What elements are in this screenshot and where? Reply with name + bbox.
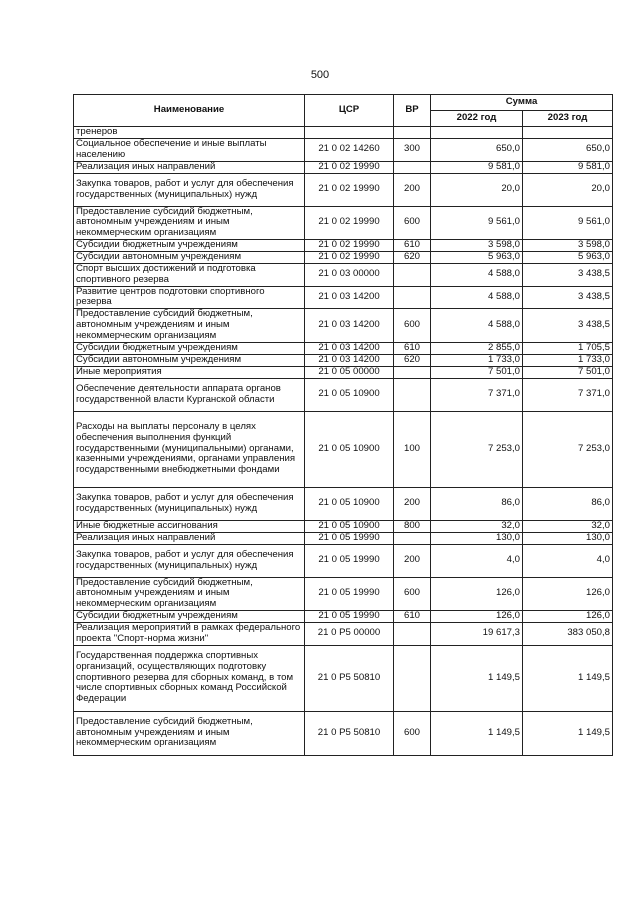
row-sum-2022-cell: 126,0 bbox=[431, 610, 523, 622]
row-vr-cell: 620 bbox=[394, 251, 431, 263]
row-name-cell: Субсидии автономным учреждениям bbox=[74, 251, 305, 263]
row-vr-cell: 200 bbox=[394, 487, 431, 520]
row-vr-cell bbox=[394, 366, 431, 378]
table-row bbox=[74, 161, 613, 173]
row-sum-2023-cell: 126,0 bbox=[523, 610, 613, 622]
row-name-cell: Обеспечение деятельности аппарата органов государственной власти Курганской области bbox=[74, 378, 305, 411]
row-sum-2023-cell: 32,0 bbox=[523, 520, 613, 532]
row-vr-cell: 600 bbox=[394, 577, 431, 610]
row-sum-2022-cell: 2 855,0 bbox=[431, 342, 523, 354]
row-vr-cell bbox=[394, 378, 431, 411]
row-sum-2022-cell: 7 371,0 bbox=[431, 378, 523, 411]
row-sum-2022-cell: 9 581,0 bbox=[431, 161, 523, 173]
row-sum-2022-cell bbox=[431, 127, 523, 139]
row-vr-cell bbox=[394, 263, 431, 286]
row-sum-2022-cell: 32,0 bbox=[431, 520, 523, 532]
row-csr-cell: 21 0 05 10900 bbox=[305, 520, 394, 532]
header-year-2023: 2023 год bbox=[523, 111, 613, 127]
row-sum-2023-cell: 1 149,5 bbox=[523, 645, 613, 711]
row-sum-2023-cell: 1 733,0 bbox=[523, 354, 613, 366]
row-sum-2023-cell: 3 598,0 bbox=[523, 239, 613, 251]
row-sum-2022-cell: 5 963,0 bbox=[431, 251, 523, 263]
header-name: Наименование bbox=[74, 95, 305, 127]
row-vr-cell: 610 bbox=[394, 342, 431, 354]
row-vr-cell: 600 bbox=[394, 309, 431, 342]
table-row bbox=[74, 139, 613, 162]
row-sum-2023-cell: 5 963,0 bbox=[523, 251, 613, 263]
row-name-cell: Социальное обеспечение и иные выплаты населению bbox=[74, 139, 305, 162]
row-csr-cell bbox=[305, 127, 394, 139]
header-vr: ВР bbox=[394, 95, 431, 127]
row-vr-cell: 100 bbox=[394, 411, 431, 487]
header-year-2022: 2022 год bbox=[431, 111, 523, 127]
row-sum-2023-cell: 86,0 bbox=[523, 487, 613, 520]
row-sum-2023-cell: 7 253,0 bbox=[523, 411, 613, 487]
row-name-cell: Предоставление субсидий бюджетным, автономным учреждениям и иным некоммерческим организациям bbox=[74, 206, 305, 239]
row-name-cell: Закупка товаров, работ и услуг для обеспечения государственных (муниципальных) нужд bbox=[74, 544, 305, 577]
row-sum-2022-cell: 19 617,3 bbox=[431, 622, 523, 645]
row-sum-2022-cell: 1 149,5 bbox=[431, 645, 523, 711]
row-sum-2023-cell: 650,0 bbox=[523, 139, 613, 162]
table-row bbox=[74, 532, 613, 544]
header-csr: ЦСР bbox=[305, 95, 394, 127]
row-name-cell: Закупка товаров, работ и услуг для обеспечения государственных (муниципальных) нужд bbox=[74, 487, 305, 520]
row-vr-cell bbox=[394, 532, 431, 544]
row-csr-cell: 21 0 03 14200 bbox=[305, 342, 394, 354]
row-csr-cell: 21 0 05 10900 bbox=[305, 378, 394, 411]
row-sum-2022-cell: 4 588,0 bbox=[431, 263, 523, 286]
row-sum-2022-cell: 3 598,0 bbox=[431, 239, 523, 251]
row-name-cell: Субсидии автономным учреждениям bbox=[74, 354, 305, 366]
table-row bbox=[74, 206, 613, 239]
row-sum-2023-cell: 7 371,0 bbox=[523, 378, 613, 411]
row-sum-2023-cell: 3 438,5 bbox=[523, 286, 613, 309]
row-name-cell: Предоставление субсидий бюджетным, автономным учреждениям и иным некоммерческим организациям bbox=[74, 309, 305, 342]
row-csr-cell: 21 0 02 19990 bbox=[305, 239, 394, 251]
row-name-cell: Реализация мероприятий в рамках федерального проекта "Спорт-норма жизни" bbox=[74, 622, 305, 645]
row-sum-2022-cell: 4,0 bbox=[431, 544, 523, 577]
row-vr-cell bbox=[394, 286, 431, 309]
table-body bbox=[74, 127, 613, 756]
row-vr-cell: 610 bbox=[394, 239, 431, 251]
table-row bbox=[74, 239, 613, 251]
row-csr-cell: 21 0 05 19990 bbox=[305, 544, 394, 577]
row-sum-2022-cell: 7 501,0 bbox=[431, 366, 523, 378]
row-name-cell: Реализация иных направлений bbox=[74, 532, 305, 544]
row-sum-2023-cell: 1 149,5 bbox=[523, 711, 613, 755]
page-number: 500 bbox=[310, 69, 330, 81]
row-sum-2022-cell: 650,0 bbox=[431, 139, 523, 162]
table-row bbox=[74, 251, 613, 263]
row-vr-cell: 620 bbox=[394, 354, 431, 366]
row-vr-cell: 600 bbox=[394, 711, 431, 755]
row-name-cell: Государственная поддержка спортивных организаций, осуществляющих подготовку спортивного резерва для сборных команд, в том числе спортивных сборных команд Российской Федерации bbox=[74, 645, 305, 711]
row-csr-cell: 21 0 05 00000 bbox=[305, 366, 394, 378]
table-row bbox=[74, 577, 613, 610]
table-header bbox=[74, 95, 613, 127]
row-csr-cell: 21 0 03 00000 bbox=[305, 263, 394, 286]
row-csr-cell: 21 0 02 19990 bbox=[305, 206, 394, 239]
row-csr-cell: 21 0 02 19990 bbox=[305, 251, 394, 263]
row-sum-2023-cell: 9 581,0 bbox=[523, 161, 613, 173]
row-csr-cell: 21 0 02 14260 bbox=[305, 139, 394, 162]
row-sum-2022-cell: 7 253,0 bbox=[431, 411, 523, 487]
table-row bbox=[74, 544, 613, 577]
row-vr-cell: 300 bbox=[394, 139, 431, 162]
row-csr-cell: 21 0 P5 50810 bbox=[305, 645, 394, 711]
header-sum: Сумма bbox=[431, 95, 613, 111]
row-sum-2022-cell: 126,0 bbox=[431, 577, 523, 610]
row-csr-cell: 21 0 03 14200 bbox=[305, 286, 394, 309]
row-name-cell: Субсидии бюджетным учреждениям bbox=[74, 342, 305, 354]
row-name-cell: Закупка товаров, работ и услуг для обеспечения государственных (муниципальных) нужд bbox=[74, 173, 305, 206]
table-row bbox=[74, 645, 613, 711]
row-vr-cell: 200 bbox=[394, 173, 431, 206]
row-sum-2023-cell: 9 561,0 bbox=[523, 206, 613, 239]
row-vr-cell bbox=[394, 161, 431, 173]
row-name-cell: Расходы на выплаты персоналу в целях обеспечения выполнения функций государственными (муниципальными) органами, казенными учреждениями, органами управления государственными внебюджетными фондами bbox=[74, 411, 305, 487]
row-name-cell: Субсидии бюджетным учреждениям bbox=[74, 610, 305, 622]
row-name-cell: Иные мероприятия bbox=[74, 366, 305, 378]
row-csr-cell: 21 0 03 14200 bbox=[305, 309, 394, 342]
row-name-cell: Предоставление субсидий бюджетным, автономным учреждениям и иным некоммерческим организациям bbox=[74, 577, 305, 610]
row-vr-cell bbox=[394, 127, 431, 139]
row-sum-2023-cell: 1 705,5 bbox=[523, 342, 613, 354]
row-vr-cell: 600 bbox=[394, 206, 431, 239]
row-vr-cell: 610 bbox=[394, 610, 431, 622]
table-row bbox=[74, 354, 613, 366]
row-sum-2023-cell: 383 050,8 bbox=[523, 622, 613, 645]
table-row bbox=[74, 520, 613, 532]
row-sum-2023-cell: 130,0 bbox=[523, 532, 613, 544]
row-sum-2022-cell: 1 733,0 bbox=[431, 354, 523, 366]
row-sum-2022-cell: 4 588,0 bbox=[431, 286, 523, 309]
row-sum-2022-cell: 9 561,0 bbox=[431, 206, 523, 239]
table-row bbox=[74, 711, 613, 755]
row-vr-cell: 200 bbox=[394, 544, 431, 577]
row-csr-cell: 21 0 05 19990 bbox=[305, 610, 394, 622]
table-row bbox=[74, 378, 613, 411]
table-row bbox=[74, 487, 613, 520]
row-name-cell: Развитие центров подготовки спортивного резерва bbox=[74, 286, 305, 309]
row-sum-2023-cell: 7 501,0 bbox=[523, 366, 613, 378]
table-row bbox=[74, 309, 613, 342]
row-csr-cell: 21 0 P5 00000 bbox=[305, 622, 394, 645]
row-sum-2023-cell: 4,0 bbox=[523, 544, 613, 577]
row-sum-2023-cell: 126,0 bbox=[523, 577, 613, 610]
row-sum-2023-cell bbox=[523, 127, 613, 139]
row-sum-2022-cell: 20,0 bbox=[431, 173, 523, 206]
row-sum-2023-cell: 3 438,5 bbox=[523, 309, 613, 342]
row-name-cell: Спорт высших достижений и подготовка спортивного резерва bbox=[74, 263, 305, 286]
row-vr-cell: 800 bbox=[394, 520, 431, 532]
row-sum-2023-cell: 20,0 bbox=[523, 173, 613, 206]
table-row bbox=[74, 263, 613, 286]
row-vr-cell bbox=[394, 645, 431, 711]
table-row bbox=[74, 411, 613, 487]
table-row bbox=[74, 622, 613, 645]
row-csr-cell: 21 0 05 19990 bbox=[305, 577, 394, 610]
row-sum-2022-cell: 1 149,5 bbox=[431, 711, 523, 755]
row-name-cell: тренеров bbox=[74, 127, 305, 139]
row-sum-2022-cell: 4 588,0 bbox=[431, 309, 523, 342]
row-csr-cell: 21 0 03 14200 bbox=[305, 354, 394, 366]
row-vr-cell bbox=[394, 622, 431, 645]
row-name-cell: Реализация иных направлений bbox=[74, 161, 305, 173]
row-name-cell: Иные бюджетные ассигнования bbox=[74, 520, 305, 532]
table-row bbox=[74, 173, 613, 206]
row-sum-2022-cell: 86,0 bbox=[431, 487, 523, 520]
row-name-cell: Субсидии бюджетным учреждениям bbox=[74, 239, 305, 251]
table-row bbox=[74, 366, 613, 378]
row-csr-cell: 21 0 05 10900 bbox=[305, 411, 394, 487]
table-row bbox=[74, 342, 613, 354]
row-sum-2023-cell: 3 438,5 bbox=[523, 263, 613, 286]
row-csr-cell: 21 0 05 10900 bbox=[305, 487, 394, 520]
row-name-cell: Предоставление субсидий бюджетным, автономным учреждениям и иным некоммерческим организациям bbox=[74, 711, 305, 755]
budget-table bbox=[73, 94, 613, 756]
row-sum-2022-cell: 130,0 bbox=[431, 532, 523, 544]
row-csr-cell: 21 0 05 19990 bbox=[305, 532, 394, 544]
row-csr-cell: 21 0 P5 50810 bbox=[305, 711, 394, 755]
table-row bbox=[74, 610, 613, 622]
table-row bbox=[74, 286, 613, 309]
row-csr-cell: 21 0 02 19990 bbox=[305, 173, 394, 206]
row-csr-cell: 21 0 02 19990 bbox=[305, 161, 394, 173]
table-row bbox=[74, 127, 613, 139]
